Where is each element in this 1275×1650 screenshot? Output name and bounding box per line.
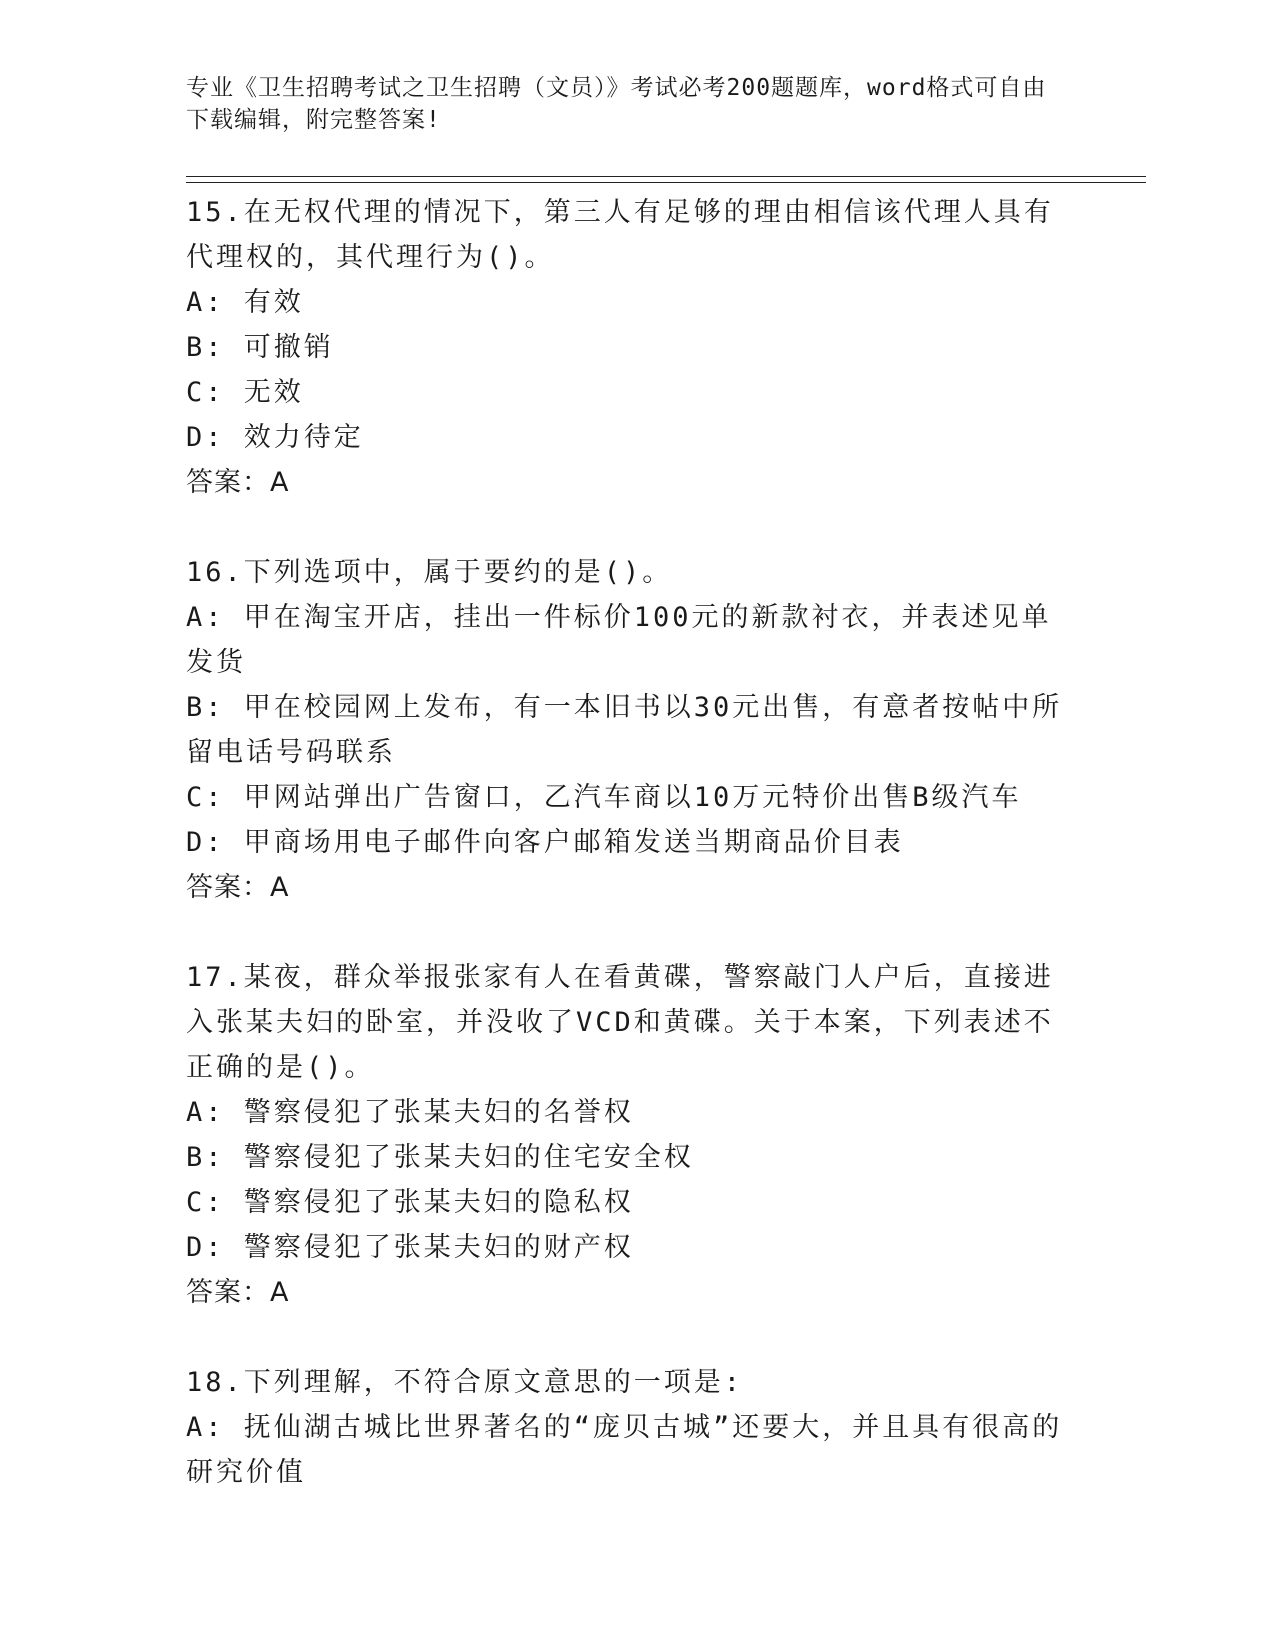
header-divider-bottom: [186, 182, 1146, 183]
answer-line: 答案：A: [186, 467, 290, 498]
option-d: D: 警察侵犯了张某夫妇的财产权: [186, 1232, 634, 1263]
question-text: 15.在无权代理的情况下，第三人有足够的理由相信该代理人具有代理权的，其代理行为()。: [186, 197, 1054, 273]
option-a: A: 甲在淘宝开店，挂出一件标价100元的新款衬衣，并表述见单发货: [186, 602, 1052, 678]
question-17: [186, 955, 1076, 1315]
question-18: [186, 1360, 1076, 1495]
option-a: A: 警察侵犯了张某夫妇的名誉权: [186, 1097, 634, 1128]
option-c: C: 警察侵犯了张某夫妇的隐私权: [186, 1187, 634, 1218]
question-16: [186, 550, 1076, 910]
option-c: C: 无效: [186, 377, 304, 408]
question-text: 17.某夜，群众举报张家有人在看黄碟，警察敲门人户后，直接进入张某夫妇的卧室，并没收了VCD和黄碟。关于本案，下列表述不正确的是()。: [186, 962, 1054, 1083]
question-15: [186, 190, 1076, 505]
option-a: A: 有效: [186, 287, 304, 318]
option-d: D: 甲商场用电子邮件向客户邮箱发送当期商品价目表: [186, 827, 904, 858]
question-text: 16.下列选项中，属于要约的是()。: [186, 557, 673, 588]
option-c: C: 甲网站弹出广告窗口，乙汽车商以10万元特价出售B级汽车: [186, 782, 1022, 813]
option-b: B: 警察侵犯了张某夫妇的住宅安全权: [186, 1142, 694, 1173]
question-text: 18.下列理解，不符合原文意思的一项是:: [186, 1367, 744, 1398]
option-d: D: 效力待定: [186, 422, 364, 453]
header-divider-top: [186, 176, 1146, 177]
option-b: B: 甲在校园网上发布，有一本旧书以30元出售，有意者按帖中所留电话号码联系: [186, 692, 1063, 768]
option-a: A: 抚仙湖古城比世界著名的“庞贝古城”还要大，并且具有很高的研究价值: [186, 1412, 1063, 1488]
document-header: 专业《卫生招聘考试之卫生招聘（文员）》考试必考200题题库，word格式可自由下载编辑，附完整答案!: [186, 75, 1047, 133]
answer-line: 答案：A: [186, 1277, 290, 1308]
option-b: B: 可撤销: [186, 332, 334, 363]
question-list: [186, 190, 1076, 1540]
answer-line: 答案：A: [186, 872, 290, 903]
